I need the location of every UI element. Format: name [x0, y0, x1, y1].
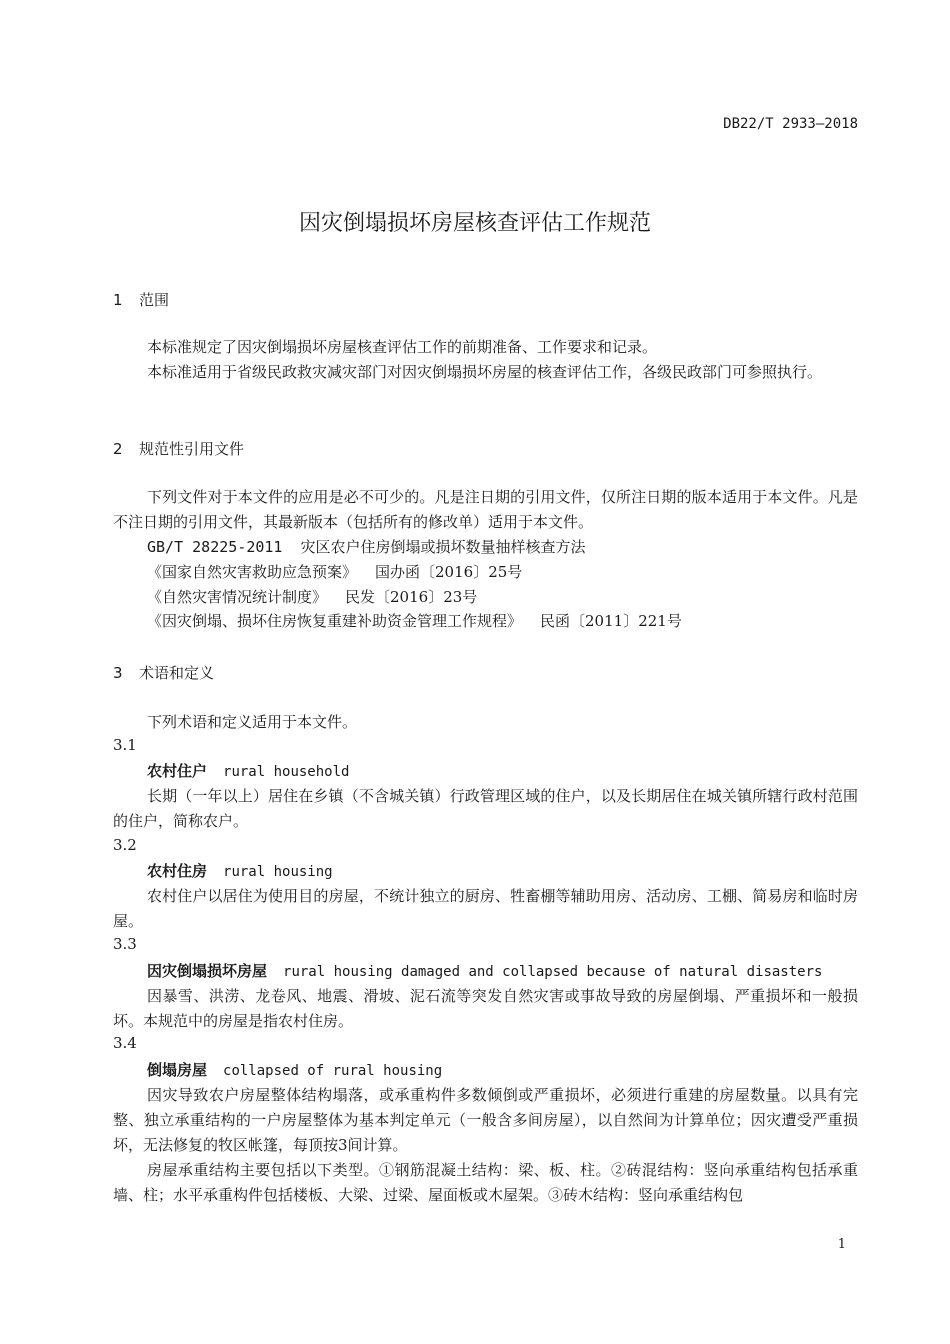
- term-definition: 农村住户以居住为使用目的房屋，不统计独立的厨房、牲畜棚等辅助用房、活动房、工棚、简易房和临时房屋。: [113, 887, 858, 930]
- reference-name: 《国家自然灾害救助应急预案》: [147, 563, 358, 581]
- reference-item: [147, 561, 522, 582]
- section-number: 1: [113, 291, 123, 309]
- section-number: 2: [113, 440, 123, 458]
- section-title: 术语和定义: [139, 664, 215, 682]
- clause-number: 3.3: [113, 935, 137, 953]
- clause-number: 3.2: [113, 836, 137, 854]
- reference-item: [147, 586, 477, 607]
- document-id: DB22/T 2933—2018: [723, 116, 858, 132]
- clause-number: 3.1: [113, 736, 137, 754]
- reference-name: 《自然灾害情况统计制度》: [147, 588, 328, 606]
- reference-name: 灾区农户住房倒塌或损坏数量抽样核查方法: [300, 538, 586, 556]
- term-en: rural household: [223, 764, 350, 780]
- section-1-heading: [113, 289, 169, 310]
- term-definition: 因暴雪、洪涝、龙卷风、地震、滑坡、泥石流等突发自然灾害或事故导致的房屋倒塌、严重损坏和一般损坏。本规范中的房屋是指农村住房。: [113, 987, 858, 1030]
- reference-code: 民发〔2016〕23号: [345, 588, 478, 606]
- term-zh: 因灾倒塌损坏房屋: [147, 962, 268, 980]
- term-heading: [147, 760, 349, 781]
- term-en: collapsed of rural housing: [223, 1063, 443, 1079]
- page-title: 因灾倒塌损坏房屋核查评估工作规范: [298, 211, 651, 236]
- page-number: 1: [837, 1237, 846, 1252]
- paragraph: 下列术语和定义适用于本文件。: [147, 713, 358, 731]
- section-number: 3: [113, 664, 123, 682]
- term-en: rural housing damaged and collapsed because of natural disasters: [283, 964, 823, 980]
- section-3-heading: [113, 662, 214, 683]
- term-zh: 农村住户: [147, 762, 208, 780]
- reference-name: 《因灾倒塌、损坏住房恢复重建补助资金管理工作规程》: [147, 612, 523, 630]
- paragraph: 本标准规定了因灾倒塌损坏房屋核查评估工作的前期准备、工作要求和记录。: [147, 338, 658, 356]
- section-title: 规范性引用文件: [139, 440, 245, 458]
- term-zh: 农村住房: [147, 862, 208, 880]
- term-definition: 长期（一年以上）居住在乡镇（不含城关镇）行政管理区域的住户，以及长期居住在城关镇所辖行政村范围的住户，简称农户。: [113, 787, 858, 830]
- reference-code: 国办函〔2016〕25号: [375, 563, 523, 581]
- paragraph: 下列文件对于本文件的应用是必不可少的。凡是注日期的引用文件，仅所注日期的版本适用于本文件。凡是不注日期的引用文件，其最新版本（包括所有的修改单）适用于本文件。: [113, 488, 858, 531]
- clause-number: 3.4: [113, 1034, 137, 1052]
- section-2-heading: [113, 438, 244, 459]
- term-heading: [147, 860, 333, 881]
- term-en: rural housing: [223, 864, 333, 880]
- reference-item: [147, 536, 585, 557]
- reference-item: [147, 610, 682, 631]
- term-heading: [147, 1059, 442, 1080]
- term-heading: [147, 960, 822, 981]
- reference-code: 民函〔2011〕221号: [540, 612, 682, 630]
- paragraph: 房屋承重结构主要包括以下类型。①钢筋混凝土结构：梁、板、柱。②砖混结构：竖向承重结构包括承重墙、柱；水平承重构件包括楼板、大梁、过梁、屋面板或木屋架。③砖木结构：竖向承重结构包: [113, 1161, 858, 1204]
- term-definition: 因灾导致农户房屋整体结构塌落，或承重构件多数倾倒或严重损坏，必须进行重建的房屋数量。以具有完整、独立承重结构的一户房屋整体为基本判定单元（一般含多间房屋），以自然间为计算单位；因灾遭受严重损坏，无法修复的牧区帐篷，每顶按3间计算。: [113, 1086, 858, 1154]
- section-title: 范围: [139, 291, 170, 309]
- term-zh: 倒塌房屋: [147, 1061, 208, 1079]
- paragraph: 本标准适用于省级民政救灾减灾部门对因灾倒塌损坏房屋的核查评估工作，各级民政部门可参照执行。: [147, 363, 823, 381]
- reference-code: GB/T 28225-2011: [147, 538, 283, 556]
